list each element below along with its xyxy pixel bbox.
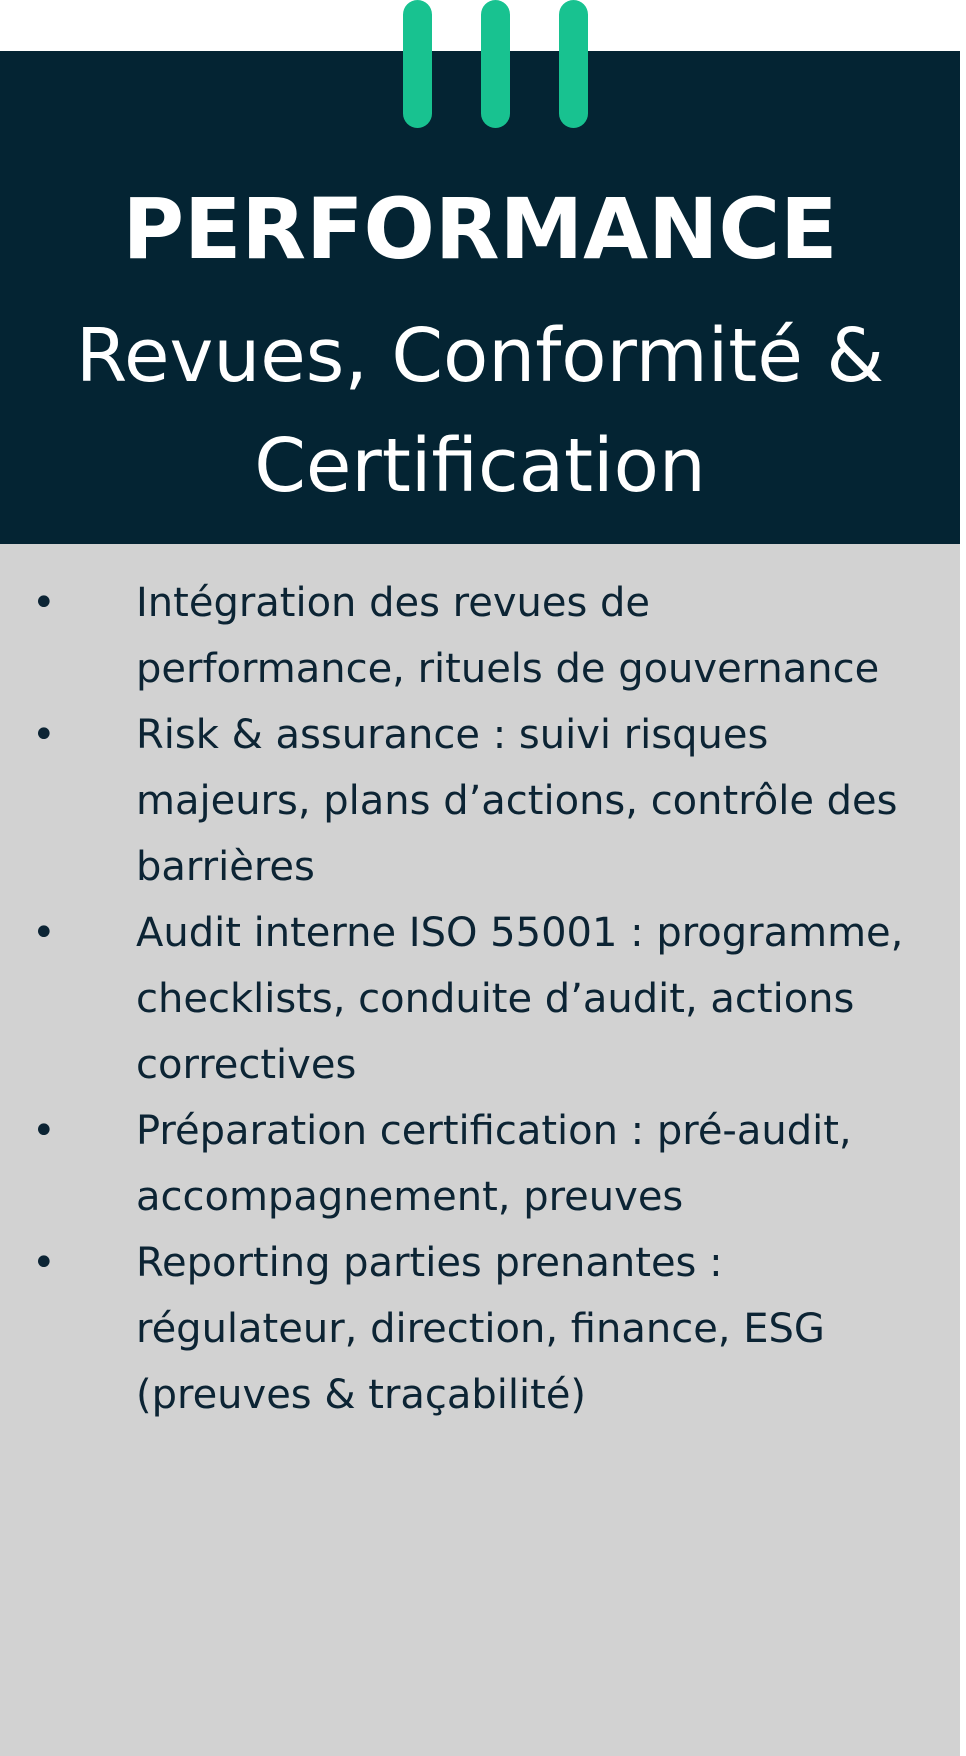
bullet-marker: • bbox=[32, 910, 56, 956]
card-header bbox=[0, 51, 960, 544]
list-item bbox=[0, 900, 960, 1098]
list-item bbox=[0, 702, 960, 900]
list-item-text: Audit interne ISO 55001 : programme, checklists, conduite d’audit, actions correctives bbox=[136, 910, 904, 1088]
list-item bbox=[0, 1098, 960, 1230]
list-item-text: Intégration des revues de performance, rituels de gouvernance bbox=[136, 580, 880, 692]
list-item bbox=[0, 570, 960, 702]
binder-ring-1 bbox=[403, 0, 432, 128]
list-item-text: Reporting parties prenantes : régulateur, direction, finance, ESG (preuves & traçabilité) bbox=[136, 1240, 825, 1418]
bullet-marker: • bbox=[32, 580, 56, 626]
binder-ring-2 bbox=[481, 0, 510, 128]
list-item bbox=[0, 1230, 960, 1428]
bullet-marker: • bbox=[32, 1108, 56, 1154]
card-subtitle: Revues, Conformité & Certification bbox=[75, 313, 885, 509]
list-item-text: Risk & assurance : suivi risques majeurs, plans d’actions, contrôle des barrières bbox=[136, 712, 898, 890]
bullet-list bbox=[0, 570, 960, 1428]
binder-ring-3 bbox=[559, 0, 588, 128]
bullet-marker: • bbox=[32, 1240, 56, 1286]
list-item-text: Préparation certification : pré-audit, accompagnement, preuves bbox=[136, 1108, 852, 1220]
card-title: PERFORMANCE bbox=[122, 180, 838, 278]
bullet-marker: • bbox=[32, 712, 56, 758]
